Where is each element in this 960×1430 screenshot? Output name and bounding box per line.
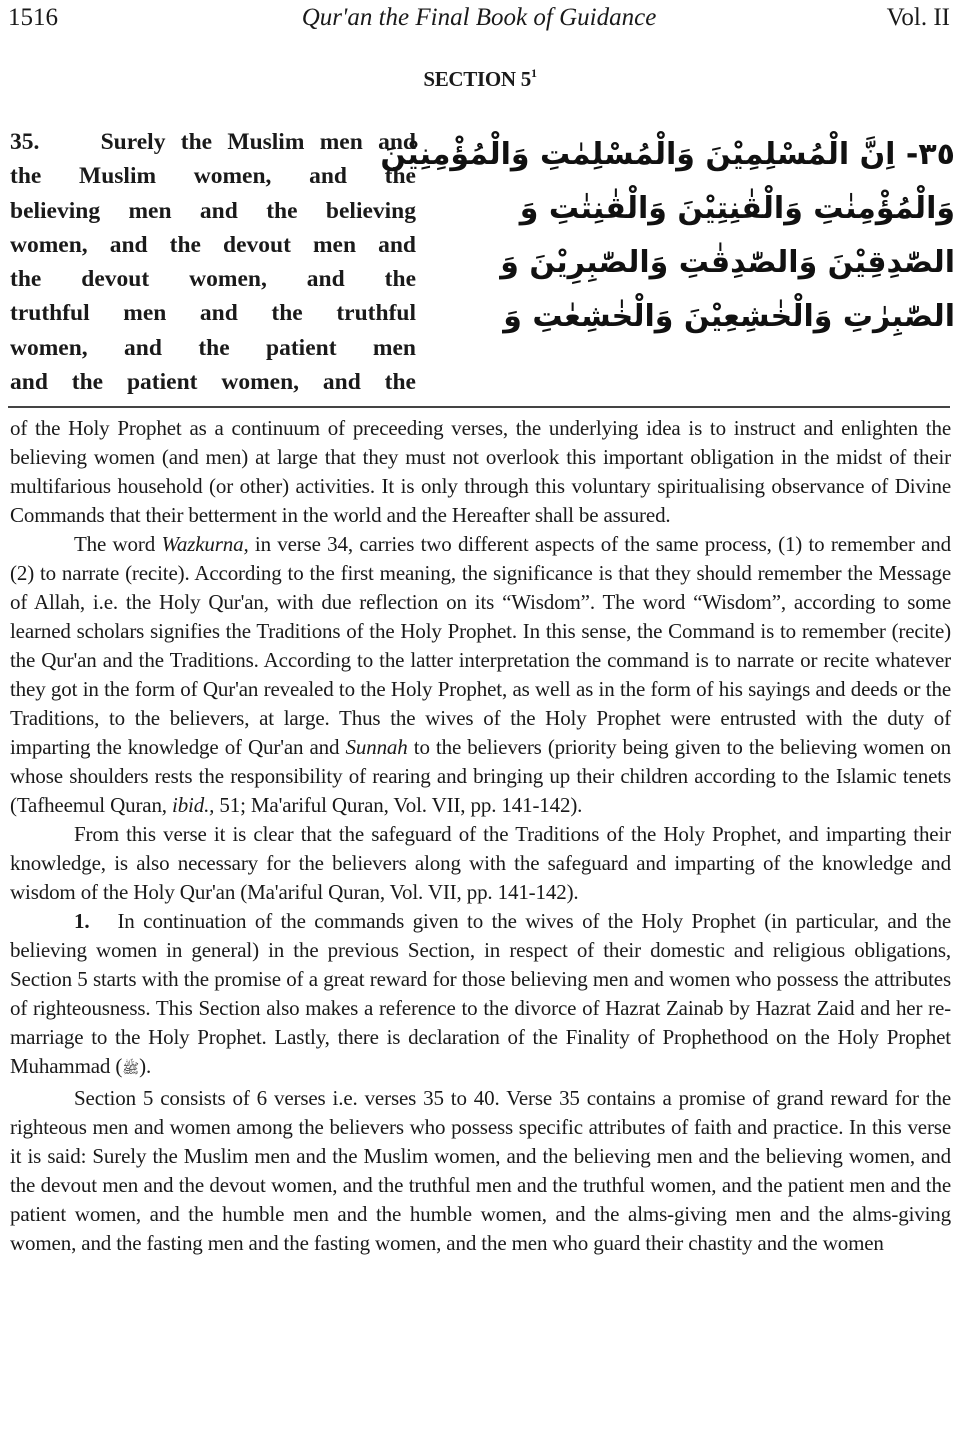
paragraph: Section 5 consists of 6 verses i.e. verses 35 to 40. Verse 35 contains a promise of grand reward for the righteous men and women among the believers who possess specific attributes of faith and practice. In this verse it is said: Surely the Muslim men and the Muslim women, and the believing men and the believing women, and the devout men and the devout women, and the truthful men and the truthful women, and the patient men and the patient women, and the humble men and the humble women, and the alms-giving men and the alms-giving women, and the fasting men and the fasting women, and the men who guard their chastity and the women (10, 1086, 951, 1255)
verse-line: women, and the patient men (10, 334, 416, 361)
verse-arabic (380, 128, 955, 344)
verse-line: believing men and the believing (10, 197, 416, 224)
running-head (8, 0, 950, 36)
section-title: SECTION 5 (423, 67, 531, 91)
verse-line: 35. Surely the Muslim men and (10, 129, 416, 155)
section-divider (8, 406, 950, 408)
verse-line: the Muslim women, and the (10, 163, 416, 190)
term-wazkurna: Wazkurna, (161, 532, 249, 556)
verse-number: 35. (10, 129, 40, 155)
footnote-number: 1. (74, 909, 90, 933)
footnote-marker: 1 (530, 66, 537, 80)
arabic-line: الصّٰبِرٰتِ وَالْخٰشِعِيْنَ وَالْخٰشِعٰتِ وَ (503, 299, 955, 334)
page-number: 1516 (8, 4, 58, 31)
section-heading (0, 66, 960, 92)
volume-label: Vol. II (886, 4, 950, 31)
verse-line: the devout women, and the (10, 266, 416, 293)
pbuh-glyph-icon: ﷺ (122, 1061, 140, 1077)
arabic-line: ٣٥- اِنَّ الْمُسْلِمِيْنَ وَالْمُسْلِمٰتِ وَالْمُؤْمِنِيْنَ (380, 137, 955, 172)
arabic-line: وَالْمُؤْمِنٰتِ وَالْقٰنِتِيْنَ وَالْقٰنِتٰتِ وَ (519, 191, 955, 226)
book-title: Qur'an the Final Book of Guidance (301, 4, 657, 31)
arabic-line: الصّٰدِقِيْنَ وَالصّٰدِقٰتِ وَالصّٰبِرِيْنَ وَ (500, 245, 955, 280)
verse-line: truthful men and the truthful (10, 300, 416, 327)
verse-english (10, 125, 416, 399)
verse-line: women, and the devout men and (10, 231, 416, 258)
paragraph: The word Wazkurna, in verse 34, carries two different aspects of the same process, (1) to remember and (2) to narrate (recite). According to the first meaning, the significance is that they should remember the Message of Allah, i.e. the Holy Qur'an, with due reflection on its “Wisdom”. The word “Wisdom”, according to some learned scholars signifies the Traditions of the Holy Prophet. In this sense, the Command is to remember (recite) the Qur'an and the Traditions. According to the latter interpretation the command is to narrate or recite whatever they got in the form of Qur'an revealed to the Holy Prophet, as well as in the form of his sayings and deeds or the Traditions, to the believers, at large. Thus the wives of the Holy Prophet were entrusted with the duty of imparting the knowledge of Qur'an and Sunnah to the believers (priority being given to the believing women on whose shoulders rests the responsibility of rearing and bringing up their children according to the Islamic tenets (Tafheemul Quran, ibid., 51; Ma'ariful Quran, Vol. VII, pp. 141-142). (10, 532, 951, 817)
footnote-paragraph: 1. In continuation of the commands given to the wives of the Holy Prophet (in particular, and the believing women in general) in the previous Section, in respect of their domestic and religious obligations, Section 5 starts with the promise of a great reward for those believing men and women who possess the attributes of righteousness. This Section also makes a reference to the divorce of Hazrat Zainab by Hazrat Zaid and her re-marriage to the Holy Prophet. Lastly, there is declaration of the Finality of Prophethood on the Holy Prophet Muhammad (ﷺ). (10, 909, 951, 1078)
paragraph: of the Holy Prophet as a continuum of preceeding verses, the underlying idea is to instruct and enlighten the believing women (and men) at large that they must not overlook this important obligation in the midst of their multifarious household (or other) activities. It is only through this voluntary spiritualising observance of Divine Commands that their betterment in the world and the Hereafter shall be assured. (10, 416, 951, 527)
paragraph: From this verse it is clear that the safeguard of the Traditions of the Holy Prophet, and imparting their knowledge, is also necessary for the believers along with the safeguard and imparting of the knowledge and wisdom of the Holy Qur'an (Ma'ariful Quran, Vol. VII, pp. 141-142). (10, 822, 951, 904)
verse-line: and the patient women, and the (10, 369, 416, 396)
term-sunnah: Sunnah (345, 735, 408, 759)
term-ibid: ibid., (172, 793, 215, 817)
commentary (10, 414, 951, 1258)
